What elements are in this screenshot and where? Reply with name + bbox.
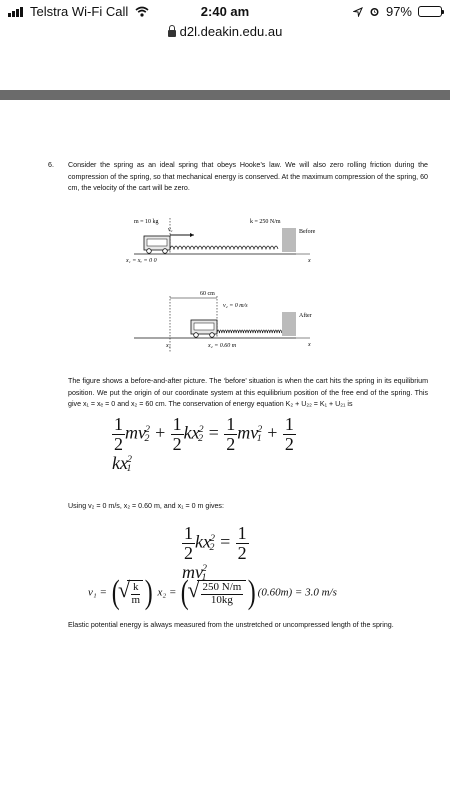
toolbar-divider [0, 90, 450, 100]
address-bar[interactable] [0, 24, 450, 42]
figure-svg [114, 212, 334, 362]
fraction-denominator: 10kg [210, 593, 233, 606]
problem-text: Consider the spring as an ideal spring that obeys Hooke’s law. We will also zero rolling friction during the compression of the spring, so that mechanical energy is conserved. At the maximum compression of the spring, 60 cm, the velocity of the cart will be zero. [68, 161, 428, 192]
v1-lhs: v₁ = [88, 586, 107, 599]
positions-label: x₁ = xₑ = 0 0 [126, 258, 157, 264]
status-bar [0, 0, 450, 24]
fraction-numerator: √ 250 N/m [202, 580, 242, 593]
before-label: Before [299, 229, 316, 235]
clock: 2:40 am [200, 4, 250, 19]
velocity-solution-equation: v₁ = ( √ $\frac{k}{m}$ ) x₂ = ( √ $\frac{250 N/m}{10kg}$ ) (0.60m) = 3.0 m/s [88, 576, 337, 610]
wheel [163, 249, 168, 254]
footer-note: Elastic potential energy is always measured from the unstretched or uncompressed length of the spring. [68, 621, 394, 629]
sqrt-numeric [197, 580, 247, 606]
wheel [147, 249, 152, 254]
x1-label: x₁ [166, 343, 171, 349]
cart-after-window [194, 323, 214, 330]
velocity-label: v₁ [168, 227, 173, 233]
energy-conservation-equation: $\frac{1}{2}$ $mv^2_2$ + $\frac{1}{2}$ $kx^2_2$ = $\frac{1}{2}$ $mv^2_1$ + $\frac{1}{2}$ $kx^2_1$ [112, 414, 294, 475]
wall-after [282, 312, 296, 336]
spring-before [170, 246, 278, 249]
sqrt-k-over-m: √ $\frac{k}{m}$ [127, 580, 144, 606]
mass-label: m = 10 kg [134, 219, 159, 225]
fraction: $\frac{1}{2}$ [114, 414, 123, 454]
x-axis-label-after: x [308, 342, 311, 348]
status-right-group [353, 4, 442, 19]
url-text: d2l.deakin.edu.au [179, 24, 283, 39]
lock-icon [168, 30, 176, 37]
cart-before-window [147, 239, 167, 246]
after-label: After [299, 313, 312, 319]
result-tail: (0.60m) = 3.0 m/s [257, 586, 337, 599]
battery-icon [418, 6, 442, 17]
x2-term: x₂ = [157, 586, 177, 599]
battery-percent: 97% [385, 4, 412, 19]
carrier-name: Telstra Wi-Fi Call [30, 4, 129, 19]
spring-after [217, 330, 282, 333]
wall-before [282, 228, 296, 252]
explanation-paragraph: The figure shows a before-and-after picture. The ‘before’ situation is when the cart hits the spring in its equilibrium position. We put the origin of our coordinate system at this equilibrium position of the free end of the spring. This give x₁ = xₑ = 0 and x₂ = 60 cm. The conservation of energy equation K₂ + U₂₂ = K₁ + U₂₁ is [68, 377, 428, 408]
problem-number: 6. [48, 161, 54, 169]
spring-cart-figure [114, 212, 334, 362]
x2-label: x₂ = 0.60 m [208, 343, 237, 349]
alarm-icon [369, 6, 380, 17]
compression-label: 60 cm [200, 291, 215, 297]
document-page [0, 100, 450, 800]
x-axis-label-before: x [308, 258, 311, 264]
location-arrow-icon [353, 7, 363, 17]
spring-constant-label: k = 250 N/m [250, 219, 281, 225]
simplified-energy-equation: $\frac{1}{2}$ $kx^2_2$ = $\frac{1}{2}$ $mv^2_1$ [182, 523, 247, 584]
velocity-arrowhead [190, 233, 194, 237]
wheel [210, 333, 215, 338]
wheel [194, 333, 199, 338]
v2-label: v₂ = 0 m/s [223, 303, 248, 309]
using-values-text: Using v₂ = 0 m/s, x₂ = 0.60 m, and x₁ = 0 m gives: [68, 502, 224, 510]
